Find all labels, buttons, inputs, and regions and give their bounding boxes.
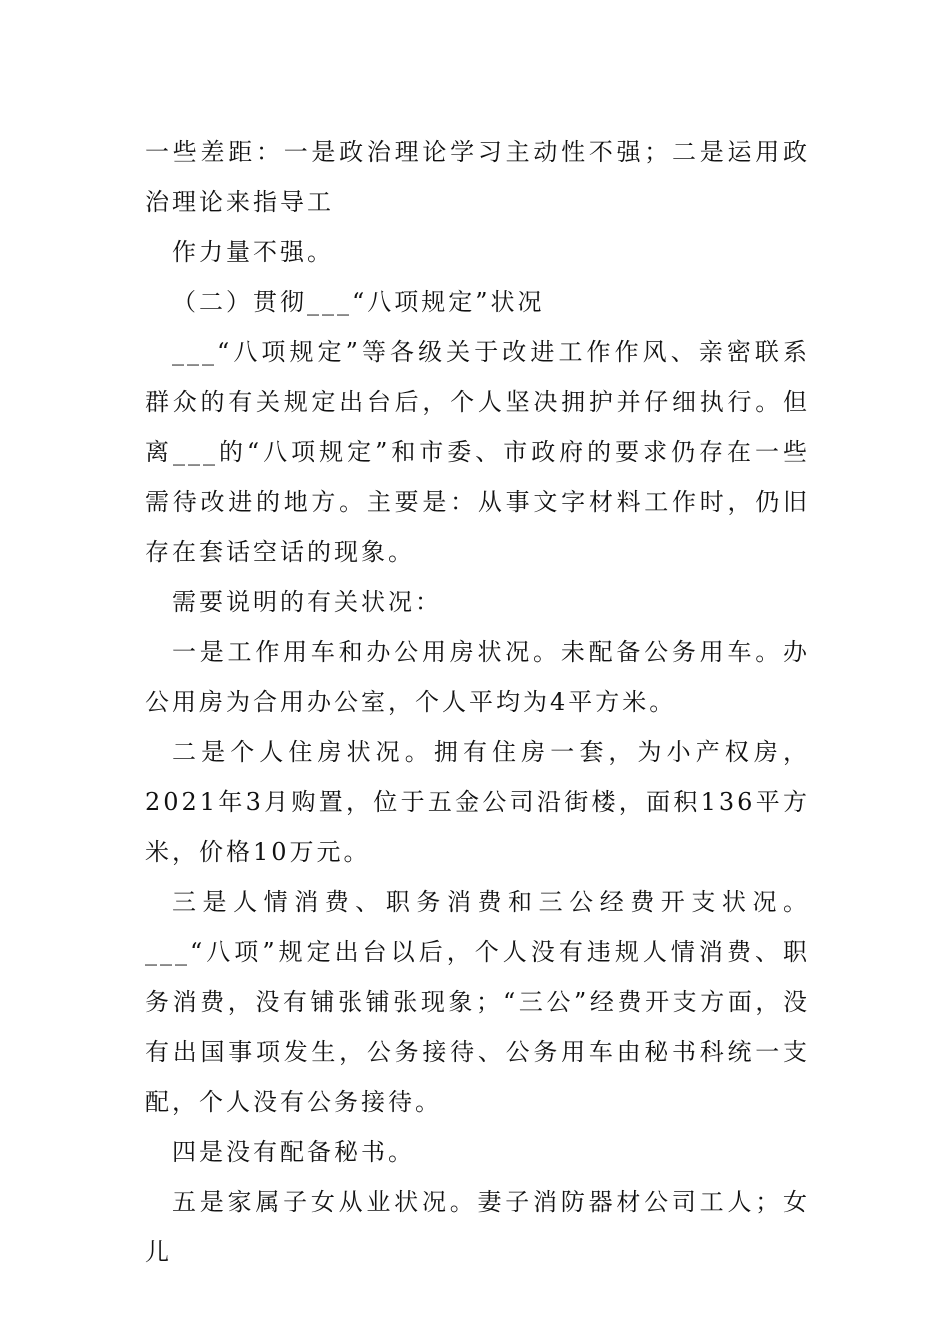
paragraph-7: 三是人情消费、职务消费和三公经费开支状况。___“八项”规定出台以后，个人没有违规人情消费、职务消费，没有铺张铺张现象；“三公”经费开支方面，没有出国事项发生，公务接待、公务用车由秘书科统一支配，个人没有公务接待。: [145, 888, 810, 1116]
paragraph-3: ___“八项规定”等各级关于改进工作作风、亲密联系群众的有关规定出台后，个人坚决拥护并仔细执行。但离___的“八项规定”和市委、市政府的要求仍存在一些需待改进的地方。主要是：从事文字材料工作时，仍旧存在套话空话的现象。: [145, 338, 810, 566]
paragraph-6: 二是个人住房状况。拥有住房一套，为小产权房，2021年3月购置，位于五金公司沿街楼，面积136平方米，价格10万元。: [145, 738, 810, 866]
paragraph-9: 五是家属子女从业状况。妻子消防器材公司工人；女儿: [145, 1188, 810, 1266]
paragraph-4: 需要说明的有关状况：: [172, 588, 442, 616]
paragraph-8: 四是没有配备秘书。: [172, 1138, 415, 1166]
paragraph-2: 作力量不强。: [172, 238, 334, 266]
paragraph-1: 一些差距：一是政治理论学习主动性不强；二是运用政治理论来指导工: [145, 138, 810, 216]
document-body: [145, 127, 810, 1277]
section-heading-2: （二）贯彻___“八项规定”状况: [172, 288, 545, 316]
paragraph-5: 一是工作用车和办公用房状况。未配备公务用车。办公用房为合用办公室，个人平均为4平方米。: [145, 638, 810, 716]
